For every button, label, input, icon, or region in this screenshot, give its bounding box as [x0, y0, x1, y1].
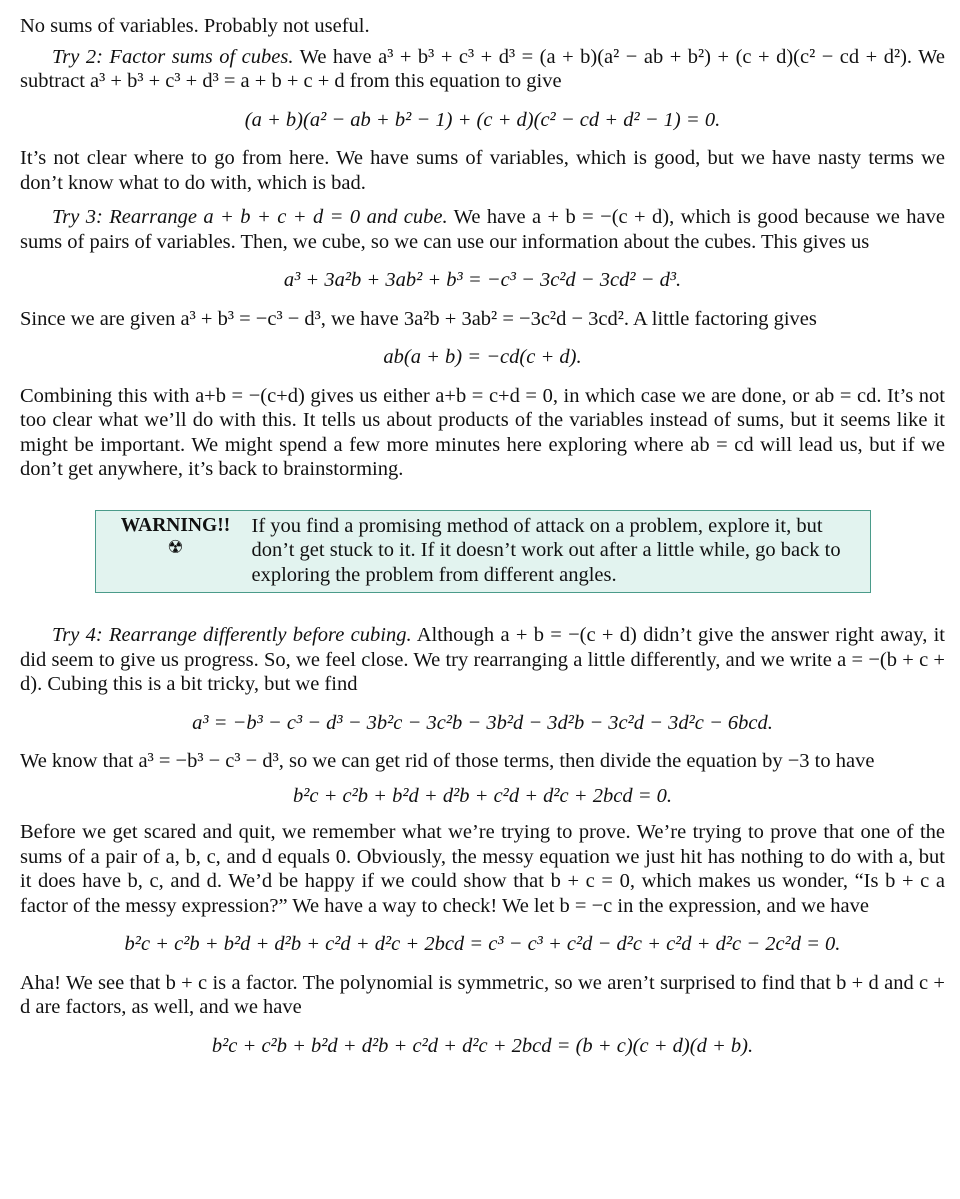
try3-equation-cubed: a³ + 3a²b + 3ab² + b³ = −c³ − 3c²d − 3cd² − d³. — [283, 269, 682, 291]
try4-text: Although a + b = −(c + d) didn’t give the answer right away, it did seem to give us progress. So, we feel close. We try rearranging a little differently, and we write a = −(b + c + d). Cubing this is a bit tricky, but we find — [20, 624, 945, 695]
try3-paragraph — [20, 205, 945, 254]
try4-reasoning: Before we get scared and quit, we remember what we’re trying to prove. We’re trying to prove that one of the sums of a pair of a, b, c, and d equals 0. Obviously, the messy equation we just hit has nothing to do with a, but it does have b, c, and d. We’d be happy if we could show that b + c = 0, which makes us wonder, “Is b + c a factor of the messy expression?” We have a way to check! We let b = −c in the expression, and we have — [20, 821, 945, 917]
try4-aha-text: Aha! We see that b + c is a factor. The polynomial is symmetric, so we aren’t surprised to find that b + d and c + d are factors, as well, and we have — [20, 971, 945, 1018]
try3-conclusion: Combining this with a+b = −(c+d) gives us either a+b = c+d = 0, in which case we are done, or ab = cd. It’s not too clear what we’ll do with this. It tells us about products of the variables instead of sums, but it seems like it might be important. We might spend a few more minutes here exploring where ab = cd will lead us, but if we don’t get anywhere, it’s back to brainstorming. — [20, 384, 945, 480]
try4-known-text: We know that a³ = −b³ − c³ − d³, so we can get rid of those terms, then divide the equation by −3 to have — [20, 750, 875, 772]
try2-heading: Try 2: Factor sums of cubes. — [52, 45, 294, 68]
warning-label: WARNING!! — [120, 514, 231, 536]
try4-equation-substituted: b²c + c²b + b²d + d²b + c²d + d²c + 2bcd = c³ − c³ + c²d − d²c + c²d + d²c − 2c²d = 0. — [124, 933, 841, 955]
try2-paragraph — [20, 45, 945, 94]
document-page — [20, 14, 945, 1072]
try4-heading: Try 4: Rearrange differently before cubing. — [52, 624, 412, 646]
intro-text: No sums of variables. Probably not useful. — [20, 15, 370, 37]
try2-text: We have a³ + b³ + c³ + d³ = (a + b)(a² − ab + b²) + (c + d)(c² − cd + d²). We subtract a³ + b³ + c³ + d³ = a + b + c + d from this equation to give — [20, 45, 945, 92]
warning-label-column — [102, 514, 250, 588]
warning-box — [95, 510, 871, 594]
try3-text: We have a + b = −(c + d), which is good because we have sums of pairs of variables. Then, we cube, so we can use our information about the cubes. This gives us — [20, 206, 945, 253]
try2-conclusion: It’s not clear where to go from here. We have sums of variables, which is good, but we have nasty terms we don’t know what to do with, which is bad. — [20, 147, 945, 194]
try4-equation-factored: b²c + c²b + b²d + d²b + c²d + d²c + 2bcd = (b + c)(c + d)(d + b). — [211, 1034, 754, 1057]
try3-equation-factored: ab(a + b) = −cd(c + d). — [383, 346, 582, 368]
try4-equation-divided: b²c + c²b + b²d + d²b + c²d + d²c + 2bcd = 0. — [292, 784, 673, 807]
try4-paragraph — [20, 623, 945, 697]
try4-equation-cubed: a³ = −b³ − c³ − d³ − 3b²c − 3c²b − 3b²d − 3d²b − 3c²d − 3d²c − 6bcd. — [192, 711, 773, 734]
radiation-hazard-icon: ☢ — [167, 537, 184, 557]
warning-text: If you find a promising method of attack on a problem, explore it, but don’t get stuck to it. If it doesn’t work out after a little while, go back to exploring the problem from different angles. — [251, 514, 841, 586]
try2-equation: (a + b)(a² − ab + b² − 1) + (c + d)(c² − cd + d² − 1) = 0. — [244, 108, 721, 131]
try3-heading: Try 3: Rearrange a + b + c + d = 0 and cube. — [52, 206, 448, 228]
try3-given-text: Since we are given a³ + b³ = −c³ − d³, we have 3a²b + 3ab² = −3c²d − 3cd². A little factoring gives — [20, 307, 817, 330]
